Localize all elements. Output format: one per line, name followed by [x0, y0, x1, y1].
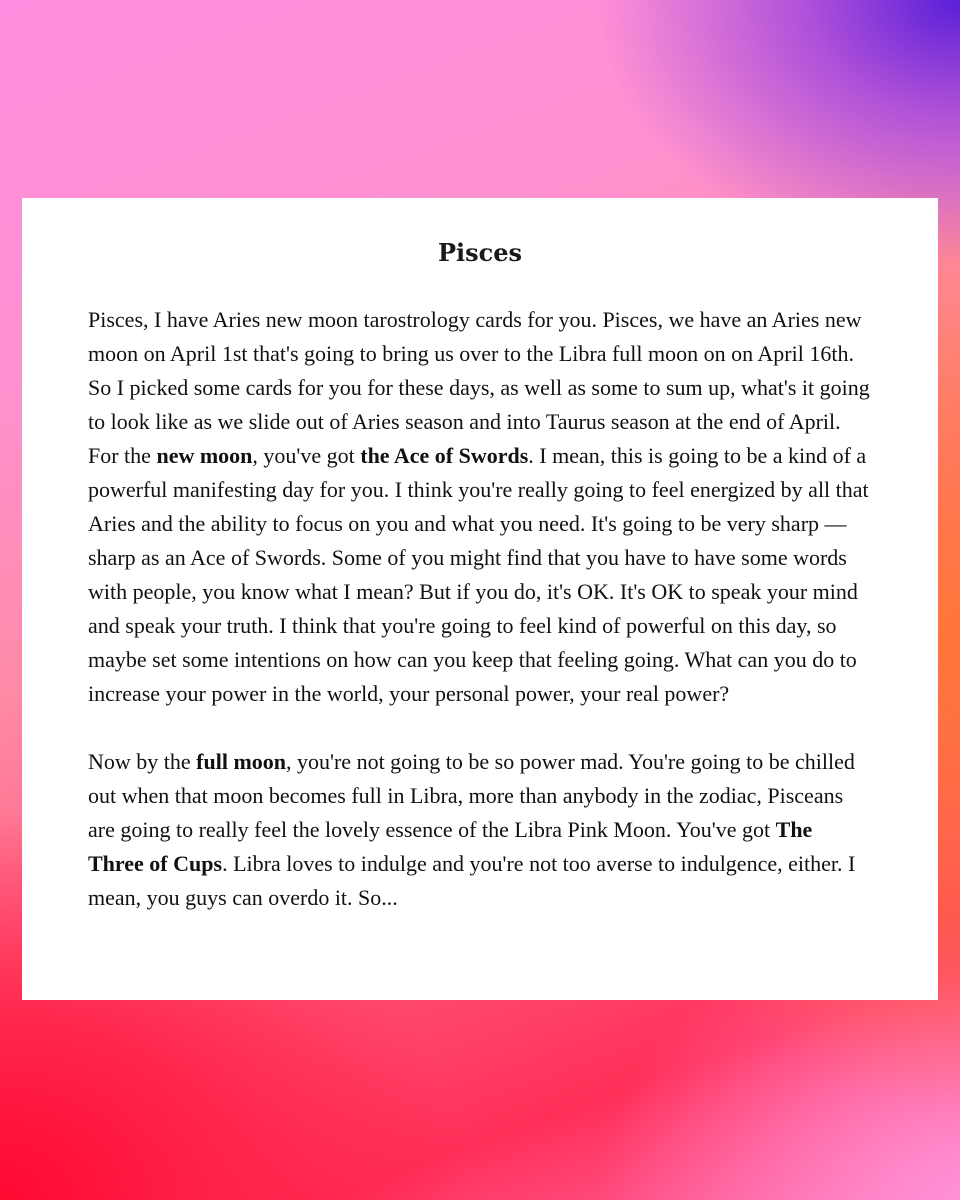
paragraph-1-text-b: , you've got [252, 443, 361, 468]
bold-three-of-cups: The Three of Cups [88, 817, 813, 876]
bold-new-moon: new moon [156, 443, 253, 468]
card-title: Pisces [437, 238, 523, 267]
paragraph-1-text-a: Pisces, I have Aries new moon tarostrology cards for you. Pisces, we have an Aries new moon on April 1st that's going to bring us over to the Libra full moon on on April 16th. So I picked some cards for you for these days, as well as some to sum up, what's it going to look like as we slide out of Aries season and into Taurus season at the end of April. For the [88, 307, 870, 468]
bold-full-moon: full moon [196, 749, 287, 774]
paragraph-1-text-c: . I mean, this is going to be a kind of a powerful manifesting day for you. I think you're really going to feel energized by all that Aries and the ability to focus on you and what you need. It's going to be very sharp — sharp as an Ace of Swords. Some of you might find that you have to have some words with people, you know what I mean? But if you do, it's OK. It's OK to speak your mind and speak your truth. I think that you're going to feel kind of powerful on this day, so maybe set some intentions on how can you keep that feeling going. What can you do to increase your power in the world, your personal power, your real power? [88, 443, 869, 706]
paragraph-2 [88, 745, 872, 915]
bold-ace-of-swords: the Ace of Swords [360, 443, 529, 468]
paragraph-2-text-b: , you're not going to be so power mad. You're going to be chilled out when that moon becomes full in Libra, more than anybody in the zodiac, Pisceans are going to really feel the lovely essence of the Libra Pink Moon. You've got [88, 749, 855, 842]
paragraph-1 [88, 303, 872, 711]
paragraph-2-text-a: Now by the [88, 749, 197, 774]
text-card [22, 198, 938, 1000]
paragraph-2-text-c: . Libra loves to indulge and you're not too averse to indulgence, either. I mean, you guys can overdo it. So... [88, 851, 856, 910]
